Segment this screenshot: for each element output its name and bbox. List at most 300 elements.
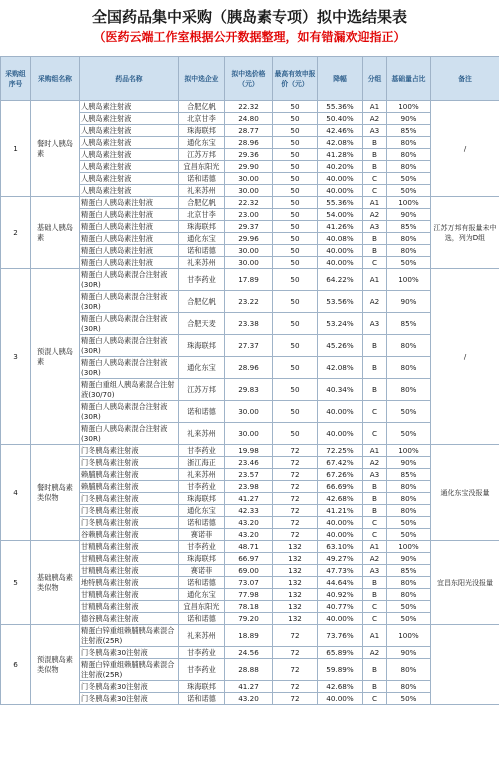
max-price-cell: 72 bbox=[273, 469, 318, 481]
price-cell: 23.38 bbox=[225, 313, 273, 335]
reduction-cell: 42.08% bbox=[318, 137, 363, 149]
max-price-cell: 72 bbox=[273, 529, 318, 541]
max-price-cell: 50 bbox=[273, 221, 318, 233]
price-cell: 18.89 bbox=[225, 625, 273, 647]
volume-share-cell: 100% bbox=[387, 101, 431, 113]
company-cell: 甘李药业 bbox=[179, 481, 225, 493]
volume-share-cell: 50% bbox=[387, 613, 431, 625]
max-price-cell: 50 bbox=[273, 185, 318, 197]
drug-name-cell: 精蛋白人胰岛素混合注射液(30R) bbox=[80, 335, 179, 357]
group-name-cell: 预混人胰岛素 bbox=[31, 269, 80, 445]
price-cell: 23.00 bbox=[225, 209, 273, 221]
note-cell bbox=[431, 625, 499, 705]
tier-cell: A3 bbox=[363, 469, 387, 481]
group-id-cell: 5 bbox=[1, 541, 31, 625]
drug-name-cell: 精蛋白人胰岛素混合注射液(30R) bbox=[80, 357, 179, 379]
reduction-cell: 40.00% bbox=[318, 423, 363, 445]
drug-name-cell: 精蛋白锌重组赖脯胰岛素混合注射液(25R) bbox=[80, 625, 179, 647]
reduction-cell: 40.00% bbox=[318, 693, 363, 705]
table-row bbox=[1, 445, 499, 457]
group-name-cell: 餐时胰岛素类似物 bbox=[31, 445, 80, 541]
company-cell: 礼来苏州 bbox=[179, 423, 225, 445]
drug-name-cell: 人胰岛素注射液 bbox=[80, 185, 179, 197]
reduction-cell: 42.46% bbox=[318, 125, 363, 137]
price-cell: 30.00 bbox=[225, 423, 273, 445]
company-cell: 甘李药业 bbox=[179, 445, 225, 457]
reduction-cell: 42.68% bbox=[318, 681, 363, 693]
tier-cell: C bbox=[363, 693, 387, 705]
tier-cell: C bbox=[363, 529, 387, 541]
volume-share-cell: 50% bbox=[387, 401, 431, 423]
max-price-cell: 72 bbox=[273, 457, 318, 469]
reduction-cell: 40.08% bbox=[318, 233, 363, 245]
table-row bbox=[1, 101, 499, 113]
header-company: 拟中选企业 bbox=[179, 57, 225, 101]
note-cell: 通化东宝没报量 bbox=[431, 445, 499, 541]
max-price-cell: 132 bbox=[273, 613, 318, 625]
drug-name-cell: 门冬胰岛素30注射液 bbox=[80, 647, 179, 659]
drug-name-cell: 精蛋白人胰岛素注射液 bbox=[80, 245, 179, 257]
company-cell: 通化东宝 bbox=[179, 137, 225, 149]
tier-cell: C bbox=[363, 613, 387, 625]
company-cell: 诺和诺德 bbox=[179, 577, 225, 589]
tier-cell: C bbox=[363, 517, 387, 529]
volume-share-cell: 80% bbox=[387, 681, 431, 693]
header-note: 备注 bbox=[431, 57, 499, 101]
drug-name-cell: 精蛋白人胰岛素混合注射液(30R) bbox=[80, 313, 179, 335]
header-max-price: 最高有效申报价（元） bbox=[273, 57, 318, 101]
volume-share-cell: 85% bbox=[387, 125, 431, 137]
max-price-cell: 72 bbox=[273, 625, 318, 647]
table-header-row bbox=[1, 57, 499, 101]
company-cell: 通化东宝 bbox=[179, 589, 225, 601]
reduction-cell: 41.21% bbox=[318, 505, 363, 517]
header-volume-share: 基础量占比 bbox=[387, 57, 431, 101]
tier-cell: A1 bbox=[363, 101, 387, 113]
drug-name-cell: 精蛋白重组人胰岛素混合注射液(30/70) bbox=[80, 379, 179, 401]
price-cell: 43.20 bbox=[225, 517, 273, 529]
max-price-cell: 50 bbox=[273, 113, 318, 125]
max-price-cell: 50 bbox=[273, 245, 318, 257]
tier-cell: B bbox=[363, 481, 387, 493]
max-price-cell: 72 bbox=[273, 493, 318, 505]
price-cell: 29.96 bbox=[225, 233, 273, 245]
tier-cell: B bbox=[363, 233, 387, 245]
volume-share-cell: 80% bbox=[387, 161, 431, 173]
company-cell: 甘李药业 bbox=[179, 269, 225, 291]
drug-name-cell: 门冬胰岛素30注射液 bbox=[80, 681, 179, 693]
reduction-cell: 40.20% bbox=[318, 161, 363, 173]
price-cell: 79.20 bbox=[225, 613, 273, 625]
tier-cell: B bbox=[363, 681, 387, 693]
tier-cell: C bbox=[363, 257, 387, 269]
company-cell: 通化东宝 bbox=[179, 357, 225, 379]
drug-name-cell: 人胰岛素注射液 bbox=[80, 125, 179, 137]
note-cell: 江苏万邦有报量未中选，列为D组 bbox=[431, 197, 499, 269]
price-cell: 30.00 bbox=[225, 173, 273, 185]
max-price-cell: 72 bbox=[273, 505, 318, 517]
drug-name-cell: 甘精胰岛素注射液 bbox=[80, 589, 179, 601]
company-cell: 珠海联邦 bbox=[179, 335, 225, 357]
company-cell: 通化东宝 bbox=[179, 505, 225, 517]
reduction-cell: 40.77% bbox=[318, 601, 363, 613]
reduction-cell: 59.89% bbox=[318, 659, 363, 681]
reduction-cell: 49.27% bbox=[318, 553, 363, 565]
reduction-cell: 50.40% bbox=[318, 113, 363, 125]
drug-name-cell: 人胰岛素注射液 bbox=[80, 149, 179, 161]
price-cell: 43.20 bbox=[225, 529, 273, 541]
note-cell: 宜昌东阳光没报量 bbox=[431, 541, 499, 625]
price-cell: 29.36 bbox=[225, 149, 273, 161]
drug-name-cell: 甘精胰岛素注射液 bbox=[80, 601, 179, 613]
tier-cell: C bbox=[363, 601, 387, 613]
group-id-cell: 1 bbox=[1, 101, 31, 197]
company-cell: 合肥亿帆 bbox=[179, 101, 225, 113]
drug-name-cell: 精蛋白人胰岛素混合注射液(30R) bbox=[80, 423, 179, 445]
price-cell: 42.33 bbox=[225, 505, 273, 517]
volume-share-cell: 100% bbox=[387, 269, 431, 291]
volume-share-cell: 50% bbox=[387, 601, 431, 613]
max-price-cell: 50 bbox=[273, 335, 318, 357]
volume-share-cell: 80% bbox=[387, 505, 431, 517]
reduction-cell: 66.69% bbox=[318, 481, 363, 493]
drug-name-cell: 门冬胰岛素注射液 bbox=[80, 493, 179, 505]
max-price-cell: 72 bbox=[273, 647, 318, 659]
drug-name-cell: 门冬胰岛素30注射液 bbox=[80, 693, 179, 705]
price-cell: 27.37 bbox=[225, 335, 273, 357]
reduction-cell: 40.00% bbox=[318, 401, 363, 423]
max-price-cell: 50 bbox=[273, 149, 318, 161]
tier-cell: B bbox=[363, 505, 387, 517]
volume-share-cell: 85% bbox=[387, 221, 431, 233]
max-price-cell: 50 bbox=[273, 101, 318, 113]
table-row bbox=[1, 541, 499, 553]
max-price-cell: 50 bbox=[273, 257, 318, 269]
drug-name-cell: 精蛋白人胰岛素混合注射液(30R) bbox=[80, 269, 179, 291]
volume-share-cell: 100% bbox=[387, 197, 431, 209]
reduction-cell: 40.34% bbox=[318, 379, 363, 401]
company-cell: 合肥亿帆 bbox=[179, 197, 225, 209]
max-price-cell: 132 bbox=[273, 553, 318, 565]
drug-name-cell: 人胰岛素注射液 bbox=[80, 137, 179, 149]
company-cell: 珠海联邦 bbox=[179, 125, 225, 137]
header-drug-name: 药品名称 bbox=[80, 57, 179, 101]
tier-cell: A1 bbox=[363, 197, 387, 209]
tier-cell: A2 bbox=[363, 553, 387, 565]
page-header bbox=[0, 0, 499, 56]
company-cell: 礼来苏州 bbox=[179, 625, 225, 647]
volume-share-cell: 50% bbox=[387, 173, 431, 185]
company-cell: 诺和诺德 bbox=[179, 613, 225, 625]
price-cell: 28.96 bbox=[225, 137, 273, 149]
volume-share-cell: 100% bbox=[387, 625, 431, 647]
reduction-cell: 40.92% bbox=[318, 589, 363, 601]
company-cell: 珠海联邦 bbox=[179, 221, 225, 233]
company-cell: 赛诺菲 bbox=[179, 529, 225, 541]
company-cell: 宜昌东阳光 bbox=[179, 601, 225, 613]
volume-share-cell: 50% bbox=[387, 257, 431, 269]
price-cell: 28.96 bbox=[225, 357, 273, 379]
max-price-cell: 50 bbox=[273, 125, 318, 137]
max-price-cell: 50 bbox=[273, 357, 318, 379]
reduction-cell: 41.28% bbox=[318, 149, 363, 161]
reduction-cell: 40.00% bbox=[318, 517, 363, 529]
price-cell: 29.90 bbox=[225, 161, 273, 173]
company-cell: 江苏万邦 bbox=[179, 149, 225, 161]
max-price-cell: 50 bbox=[273, 173, 318, 185]
reduction-cell: 40.00% bbox=[318, 529, 363, 541]
table-row bbox=[1, 269, 499, 291]
reduction-cell: 67.26% bbox=[318, 469, 363, 481]
volume-share-cell: 50% bbox=[387, 185, 431, 197]
volume-share-cell: 80% bbox=[387, 577, 431, 589]
max-price-cell: 132 bbox=[273, 541, 318, 553]
drug-name-cell: 人胰岛素注射液 bbox=[80, 113, 179, 125]
reduction-cell: 72.25% bbox=[318, 445, 363, 457]
header-group-id: 采购组序号 bbox=[1, 57, 31, 101]
reduction-cell: 42.68% bbox=[318, 493, 363, 505]
header-group-name: 采购组名称 bbox=[31, 57, 80, 101]
company-cell: 合肥天麦 bbox=[179, 313, 225, 335]
price-cell: 22.32 bbox=[225, 197, 273, 209]
volume-share-cell: 80% bbox=[387, 245, 431, 257]
drug-name-cell: 精蛋白人胰岛素注射液 bbox=[80, 233, 179, 245]
tier-cell: A1 bbox=[363, 269, 387, 291]
drug-name-cell: 甘精胰岛素注射液 bbox=[80, 553, 179, 565]
max-price-cell: 72 bbox=[273, 445, 318, 457]
max-price-cell: 72 bbox=[273, 517, 318, 529]
drug-name-cell: 赖脯胰岛素注射液 bbox=[80, 481, 179, 493]
tier-cell: B bbox=[363, 161, 387, 173]
price-cell: 23.98 bbox=[225, 481, 273, 493]
price-cell: 19.98 bbox=[225, 445, 273, 457]
reduction-cell: 67.42% bbox=[318, 457, 363, 469]
price-cell: 41.27 bbox=[225, 493, 273, 505]
group-name-cell: 基础胰岛素类似物 bbox=[31, 541, 80, 625]
tier-cell: B bbox=[363, 577, 387, 589]
volume-share-cell: 80% bbox=[387, 493, 431, 505]
max-price-cell: 72 bbox=[273, 681, 318, 693]
reduction-cell: 55.36% bbox=[318, 197, 363, 209]
company-cell: 通化东宝 bbox=[179, 233, 225, 245]
reduction-cell: 54.00% bbox=[318, 209, 363, 221]
company-cell: 诺和诺德 bbox=[179, 401, 225, 423]
reduction-cell: 73.76% bbox=[318, 625, 363, 647]
price-cell: 48.71 bbox=[225, 541, 273, 553]
price-cell: 78.18 bbox=[225, 601, 273, 613]
tier-cell: B bbox=[363, 137, 387, 149]
drug-name-cell: 门冬胰岛素注射液 bbox=[80, 445, 179, 457]
reduction-cell: 40.00% bbox=[318, 245, 363, 257]
max-price-cell: 132 bbox=[273, 601, 318, 613]
header-reduction: 降幅 bbox=[318, 57, 363, 101]
company-cell: 礼来苏州 bbox=[179, 257, 225, 269]
drug-name-cell: 门冬胰岛素注射液 bbox=[80, 517, 179, 529]
max-price-cell: 72 bbox=[273, 693, 318, 705]
price-cell: 69.00 bbox=[225, 565, 273, 577]
tier-cell: B bbox=[363, 589, 387, 601]
reduction-cell: 44.64% bbox=[318, 577, 363, 589]
tier-cell: B bbox=[363, 245, 387, 257]
price-cell: 29.83 bbox=[225, 379, 273, 401]
reduction-cell: 63.10% bbox=[318, 541, 363, 553]
tier-cell: A1 bbox=[363, 541, 387, 553]
reduction-cell: 55.36% bbox=[318, 101, 363, 113]
price-cell: 22.32 bbox=[225, 101, 273, 113]
max-price-cell: 72 bbox=[273, 659, 318, 681]
volume-share-cell: 90% bbox=[387, 457, 431, 469]
note-cell: / bbox=[431, 101, 499, 197]
company-cell: 礼来苏州 bbox=[179, 469, 225, 481]
company-cell: 浙江海正 bbox=[179, 457, 225, 469]
page-title: 全国药品集中采购（胰岛素专项）拟中选结果表 bbox=[91, 8, 407, 26]
company-cell: 诺和诺德 bbox=[179, 517, 225, 529]
tier-cell: A3 bbox=[363, 313, 387, 335]
tier-cell: A2 bbox=[363, 457, 387, 469]
max-price-cell: 72 bbox=[273, 481, 318, 493]
tier-cell: A2 bbox=[363, 113, 387, 125]
company-cell: 宜昌东阳光 bbox=[179, 161, 225, 173]
drug-name-cell: 精蛋白人胰岛素注射液 bbox=[80, 197, 179, 209]
company-cell: 珠海联邦 bbox=[179, 493, 225, 505]
volume-share-cell: 90% bbox=[387, 291, 431, 313]
volume-share-cell: 80% bbox=[387, 357, 431, 379]
volume-share-cell: 80% bbox=[387, 137, 431, 149]
max-price-cell: 50 bbox=[273, 291, 318, 313]
max-price-cell: 50 bbox=[273, 269, 318, 291]
reduction-cell: 47.73% bbox=[318, 565, 363, 577]
drug-name-cell: 门冬胰岛素注射液 bbox=[80, 505, 179, 517]
tier-cell: C bbox=[363, 423, 387, 445]
drug-name-cell: 精蛋白人胰岛素混合注射液(30R) bbox=[80, 291, 179, 313]
price-cell: 28.77 bbox=[225, 125, 273, 137]
price-cell: 24.80 bbox=[225, 113, 273, 125]
tier-cell: B bbox=[363, 493, 387, 505]
drug-name-cell: 甘精胰岛素注射液 bbox=[80, 541, 179, 553]
page-subtitle: （医药云端工作室根据公开数据整理，如有错漏欢迎指正） bbox=[93, 30, 406, 44]
tier-cell: A2 bbox=[363, 209, 387, 221]
max-price-cell: 50 bbox=[273, 161, 318, 173]
drug-name-cell: 谷赖胰岛素注射液 bbox=[80, 529, 179, 541]
tier-cell: C bbox=[363, 185, 387, 197]
reduction-cell: 53.24% bbox=[318, 313, 363, 335]
table-row bbox=[1, 625, 499, 647]
price-cell: 30.00 bbox=[225, 185, 273, 197]
reduction-cell: 40.00% bbox=[318, 173, 363, 185]
volume-share-cell: 80% bbox=[387, 233, 431, 245]
price-cell: 77.98 bbox=[225, 589, 273, 601]
group-id-cell: 2 bbox=[1, 197, 31, 269]
drug-name-cell: 门冬胰岛素注射液 bbox=[80, 457, 179, 469]
drug-name-cell: 精蛋白人胰岛素注射液 bbox=[80, 209, 179, 221]
price-cell: 30.00 bbox=[225, 245, 273, 257]
tier-cell: A3 bbox=[363, 565, 387, 577]
company-cell: 北京甘李 bbox=[179, 209, 225, 221]
max-price-cell: 50 bbox=[273, 197, 318, 209]
volume-share-cell: 80% bbox=[387, 335, 431, 357]
company-cell: 甘李药业 bbox=[179, 659, 225, 681]
drug-name-cell: 人胰岛素注射液 bbox=[80, 173, 179, 185]
price-cell: 29.37 bbox=[225, 221, 273, 233]
max-price-cell: 132 bbox=[273, 589, 318, 601]
price-cell: 17.89 bbox=[225, 269, 273, 291]
reduction-cell: 40.00% bbox=[318, 613, 363, 625]
tier-cell: B bbox=[363, 149, 387, 161]
max-price-cell: 50 bbox=[273, 379, 318, 401]
header-tier: 分组 bbox=[363, 57, 387, 101]
price-cell: 43.20 bbox=[225, 693, 273, 705]
company-cell: 甘李药业 bbox=[179, 541, 225, 553]
tier-cell: A1 bbox=[363, 445, 387, 457]
company-cell: 珠海联邦 bbox=[179, 553, 225, 565]
tier-cell: C bbox=[363, 173, 387, 185]
tier-cell: A1 bbox=[363, 625, 387, 647]
group-id-cell: 6 bbox=[1, 625, 31, 705]
volume-share-cell: 50% bbox=[387, 693, 431, 705]
company-cell: 合肥亿帆 bbox=[179, 291, 225, 313]
drug-name-cell: 德谷胰岛素注射液 bbox=[80, 613, 179, 625]
reduction-cell: 64.22% bbox=[318, 269, 363, 291]
volume-share-cell: 90% bbox=[387, 553, 431, 565]
drug-name-cell: 赖脯胰岛素注射液 bbox=[80, 469, 179, 481]
volume-share-cell: 100% bbox=[387, 541, 431, 553]
volume-share-cell: 80% bbox=[387, 379, 431, 401]
price-cell: 24.56 bbox=[225, 647, 273, 659]
volume-share-cell: 100% bbox=[387, 445, 431, 457]
drug-name-cell: 精蛋白人胰岛素混合注射液(30R) bbox=[80, 401, 179, 423]
reduction-cell: 42.08% bbox=[318, 357, 363, 379]
volume-share-cell: 85% bbox=[387, 313, 431, 335]
tier-cell: B bbox=[363, 357, 387, 379]
tier-cell: A3 bbox=[363, 125, 387, 137]
volume-share-cell: 80% bbox=[387, 149, 431, 161]
drug-name-cell: 精蛋白锌重组赖脯胰岛素混合注射液(25R) bbox=[80, 659, 179, 681]
volume-share-cell: 85% bbox=[387, 469, 431, 481]
reduction-cell: 53.56% bbox=[318, 291, 363, 313]
company-cell: 北京甘李 bbox=[179, 113, 225, 125]
max-price-cell: 50 bbox=[273, 423, 318, 445]
group-name-cell: 餐时人胰岛素 bbox=[31, 101, 80, 197]
drug-name-cell: 人胰岛素注射液 bbox=[80, 161, 179, 173]
company-cell: 诺和诺德 bbox=[179, 245, 225, 257]
drug-name-cell: 甘精胰岛素注射液 bbox=[80, 565, 179, 577]
reduction-cell: 40.00% bbox=[318, 257, 363, 269]
price-cell: 41.27 bbox=[225, 681, 273, 693]
max-price-cell: 132 bbox=[273, 577, 318, 589]
volume-share-cell: 80% bbox=[387, 481, 431, 493]
tier-cell: A2 bbox=[363, 291, 387, 313]
price-cell: 23.22 bbox=[225, 291, 273, 313]
drug-name-cell: 精蛋白人胰岛素注射液 bbox=[80, 221, 179, 233]
note-cell: / bbox=[431, 269, 499, 445]
table-row bbox=[1, 197, 499, 209]
company-cell: 诺和诺德 bbox=[179, 173, 225, 185]
max-price-cell: 50 bbox=[273, 137, 318, 149]
max-price-cell: 132 bbox=[273, 565, 318, 577]
company-cell: 珠海联邦 bbox=[179, 681, 225, 693]
max-price-cell: 50 bbox=[273, 209, 318, 221]
group-name-cell: 预混胰岛素类似物 bbox=[31, 625, 80, 705]
volume-share-cell: 50% bbox=[387, 529, 431, 541]
volume-share-cell: 50% bbox=[387, 423, 431, 445]
reduction-cell: 40.00% bbox=[318, 185, 363, 197]
volume-share-cell: 90% bbox=[387, 209, 431, 221]
tier-cell: A3 bbox=[363, 221, 387, 233]
volume-share-cell: 85% bbox=[387, 565, 431, 577]
max-price-cell: 50 bbox=[273, 313, 318, 335]
volume-share-cell: 50% bbox=[387, 517, 431, 529]
group-name-cell: 基础人胰岛素 bbox=[31, 197, 80, 269]
